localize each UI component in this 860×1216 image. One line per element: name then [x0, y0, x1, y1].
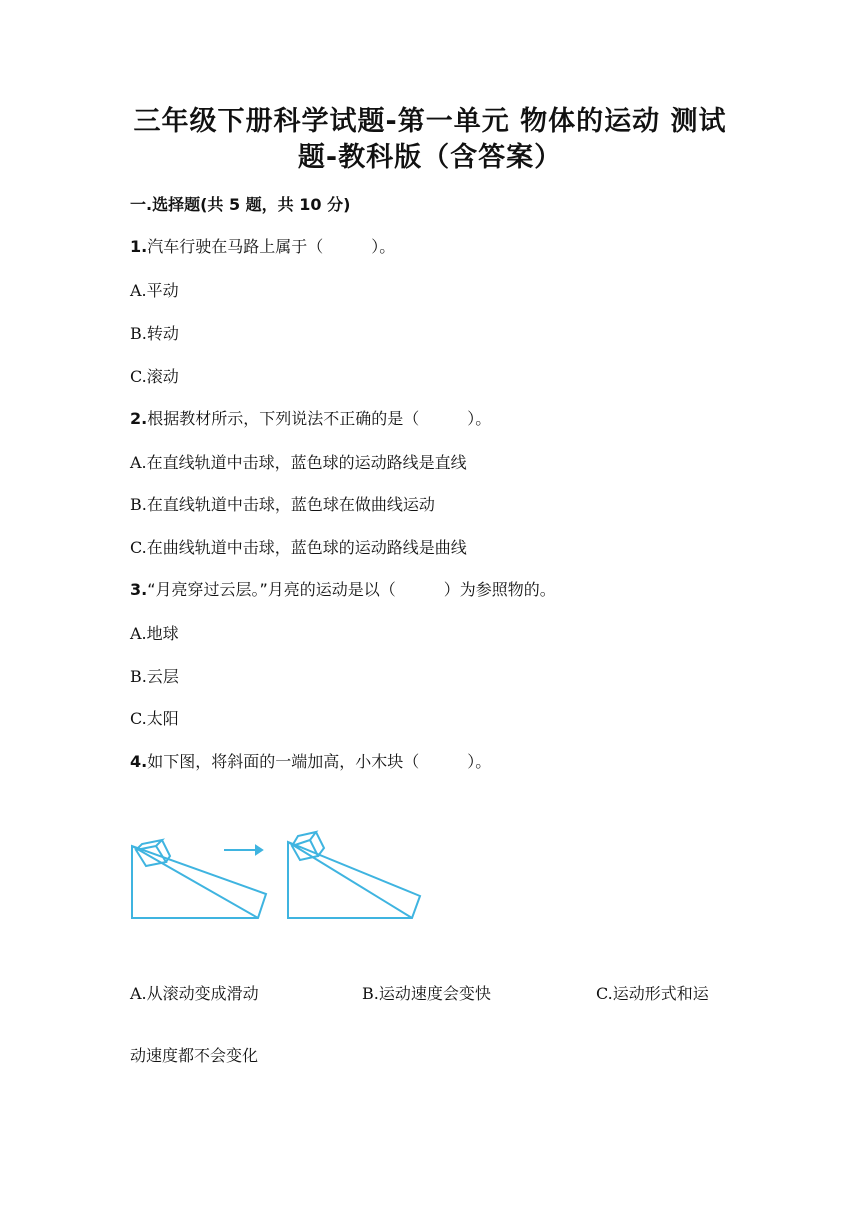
section-heading: 一.选择题(共 5 题，共 10 分) [130, 195, 351, 214]
option-1c: C.滚动 [130, 367, 179, 386]
question-number: 3. [130, 580, 148, 599]
incline-figure [126, 826, 426, 926]
option-1a: A.平动 [130, 281, 179, 300]
right-ramp [288, 842, 420, 918]
option-1b: B.转动 [130, 324, 179, 343]
left-ramp [132, 846, 266, 918]
question-text: “月亮穿过云层。”月亮的运动是以（ ）为参照物的。 [147, 580, 556, 599]
question-text: 如下图，将斜面的一端加高，小木块（ ）。 [147, 752, 492, 771]
question-number: 2. [130, 409, 148, 428]
option-4c-continued: 动速度都不会变化 [130, 1046, 259, 1065]
option-4a: A.从滚动变成滑动 [130, 984, 259, 1003]
option-2c: C.在曲线轨道中击球，蓝色球的运动路线是曲线 [130, 538, 467, 557]
document-title-line1: 三年级下册科学试题-第一单元 物体的运动 测试 [133, 106, 727, 137]
option-3a: A.地球 [130, 624, 179, 643]
question-text: 根据教材所示，下列说法不正确的是（ ）。 [147, 409, 492, 428]
option-4c: C.运动形式和运 [596, 984, 709, 1003]
option-2b: B.在直线轨道中击球，蓝色球在做曲线运动 [130, 495, 435, 514]
question-number: 1. [130, 237, 148, 256]
question-4 [130, 749, 491, 772]
option-2a: A.在直线轨道中击球，蓝色球的运动路线是直线 [130, 453, 467, 472]
question-3 [130, 577, 556, 600]
option-4b: B.运动速度会变快 [362, 984, 491, 1003]
option-3c: C.太阳 [130, 709, 179, 728]
document-title-line2: 题-教科版（含答案） [297, 142, 563, 173]
question-1 [130, 234, 395, 257]
option-3b: B.云层 [130, 667, 179, 686]
question-number: 4. [130, 752, 148, 771]
question-text: 汽车行驶在马路上属于（ ）。 [147, 237, 396, 256]
arrow-head [256, 846, 262, 854]
question-2 [130, 406, 491, 429]
